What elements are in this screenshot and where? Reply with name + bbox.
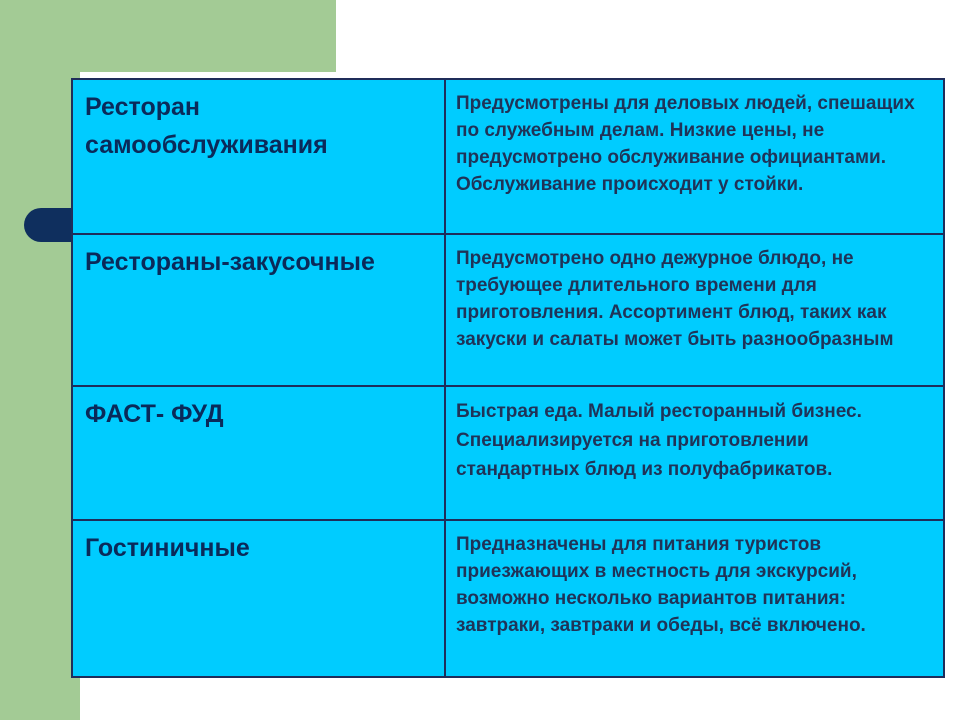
row-description: Быстрая еда. Малый ресторанный бизнес. Специализируется на приготовлении стандартных блюд из полуфабрикатов. [445,386,944,520]
row-title: ФАСТ- ФУД [72,386,445,520]
table-row [72,79,944,234]
row-title: Гостиничные [72,520,445,677]
decorative-top-band [0,0,336,72]
decorative-side-band [0,0,80,720]
row-description: Предназначены для питания туристов приезжающих в местность для экскурсий, возможно несколько вариантов питания: завтраки, завтраки и обеды, всё включено. [445,520,944,677]
table-row [72,386,944,520]
table-row [72,520,944,677]
row-description: Предусмотрено одно дежурное блюдо, не требующее длительного времени для приготовления. Ассортимент блюд, таких как закуски и салаты может быть разнообразным [445,234,944,386]
row-title: Рестораны-закусочные [72,234,445,386]
restaurant-types-table [71,78,945,678]
row-title: Ресторан самообслуживания [72,79,445,234]
table-row [72,234,944,386]
row-description: Предусмотрены для деловых людей, спешащих по служебным делам. Низкие цены, не предусмотрено обслуживание официантами. Обслуживание происходит у стойки. [445,79,944,234]
